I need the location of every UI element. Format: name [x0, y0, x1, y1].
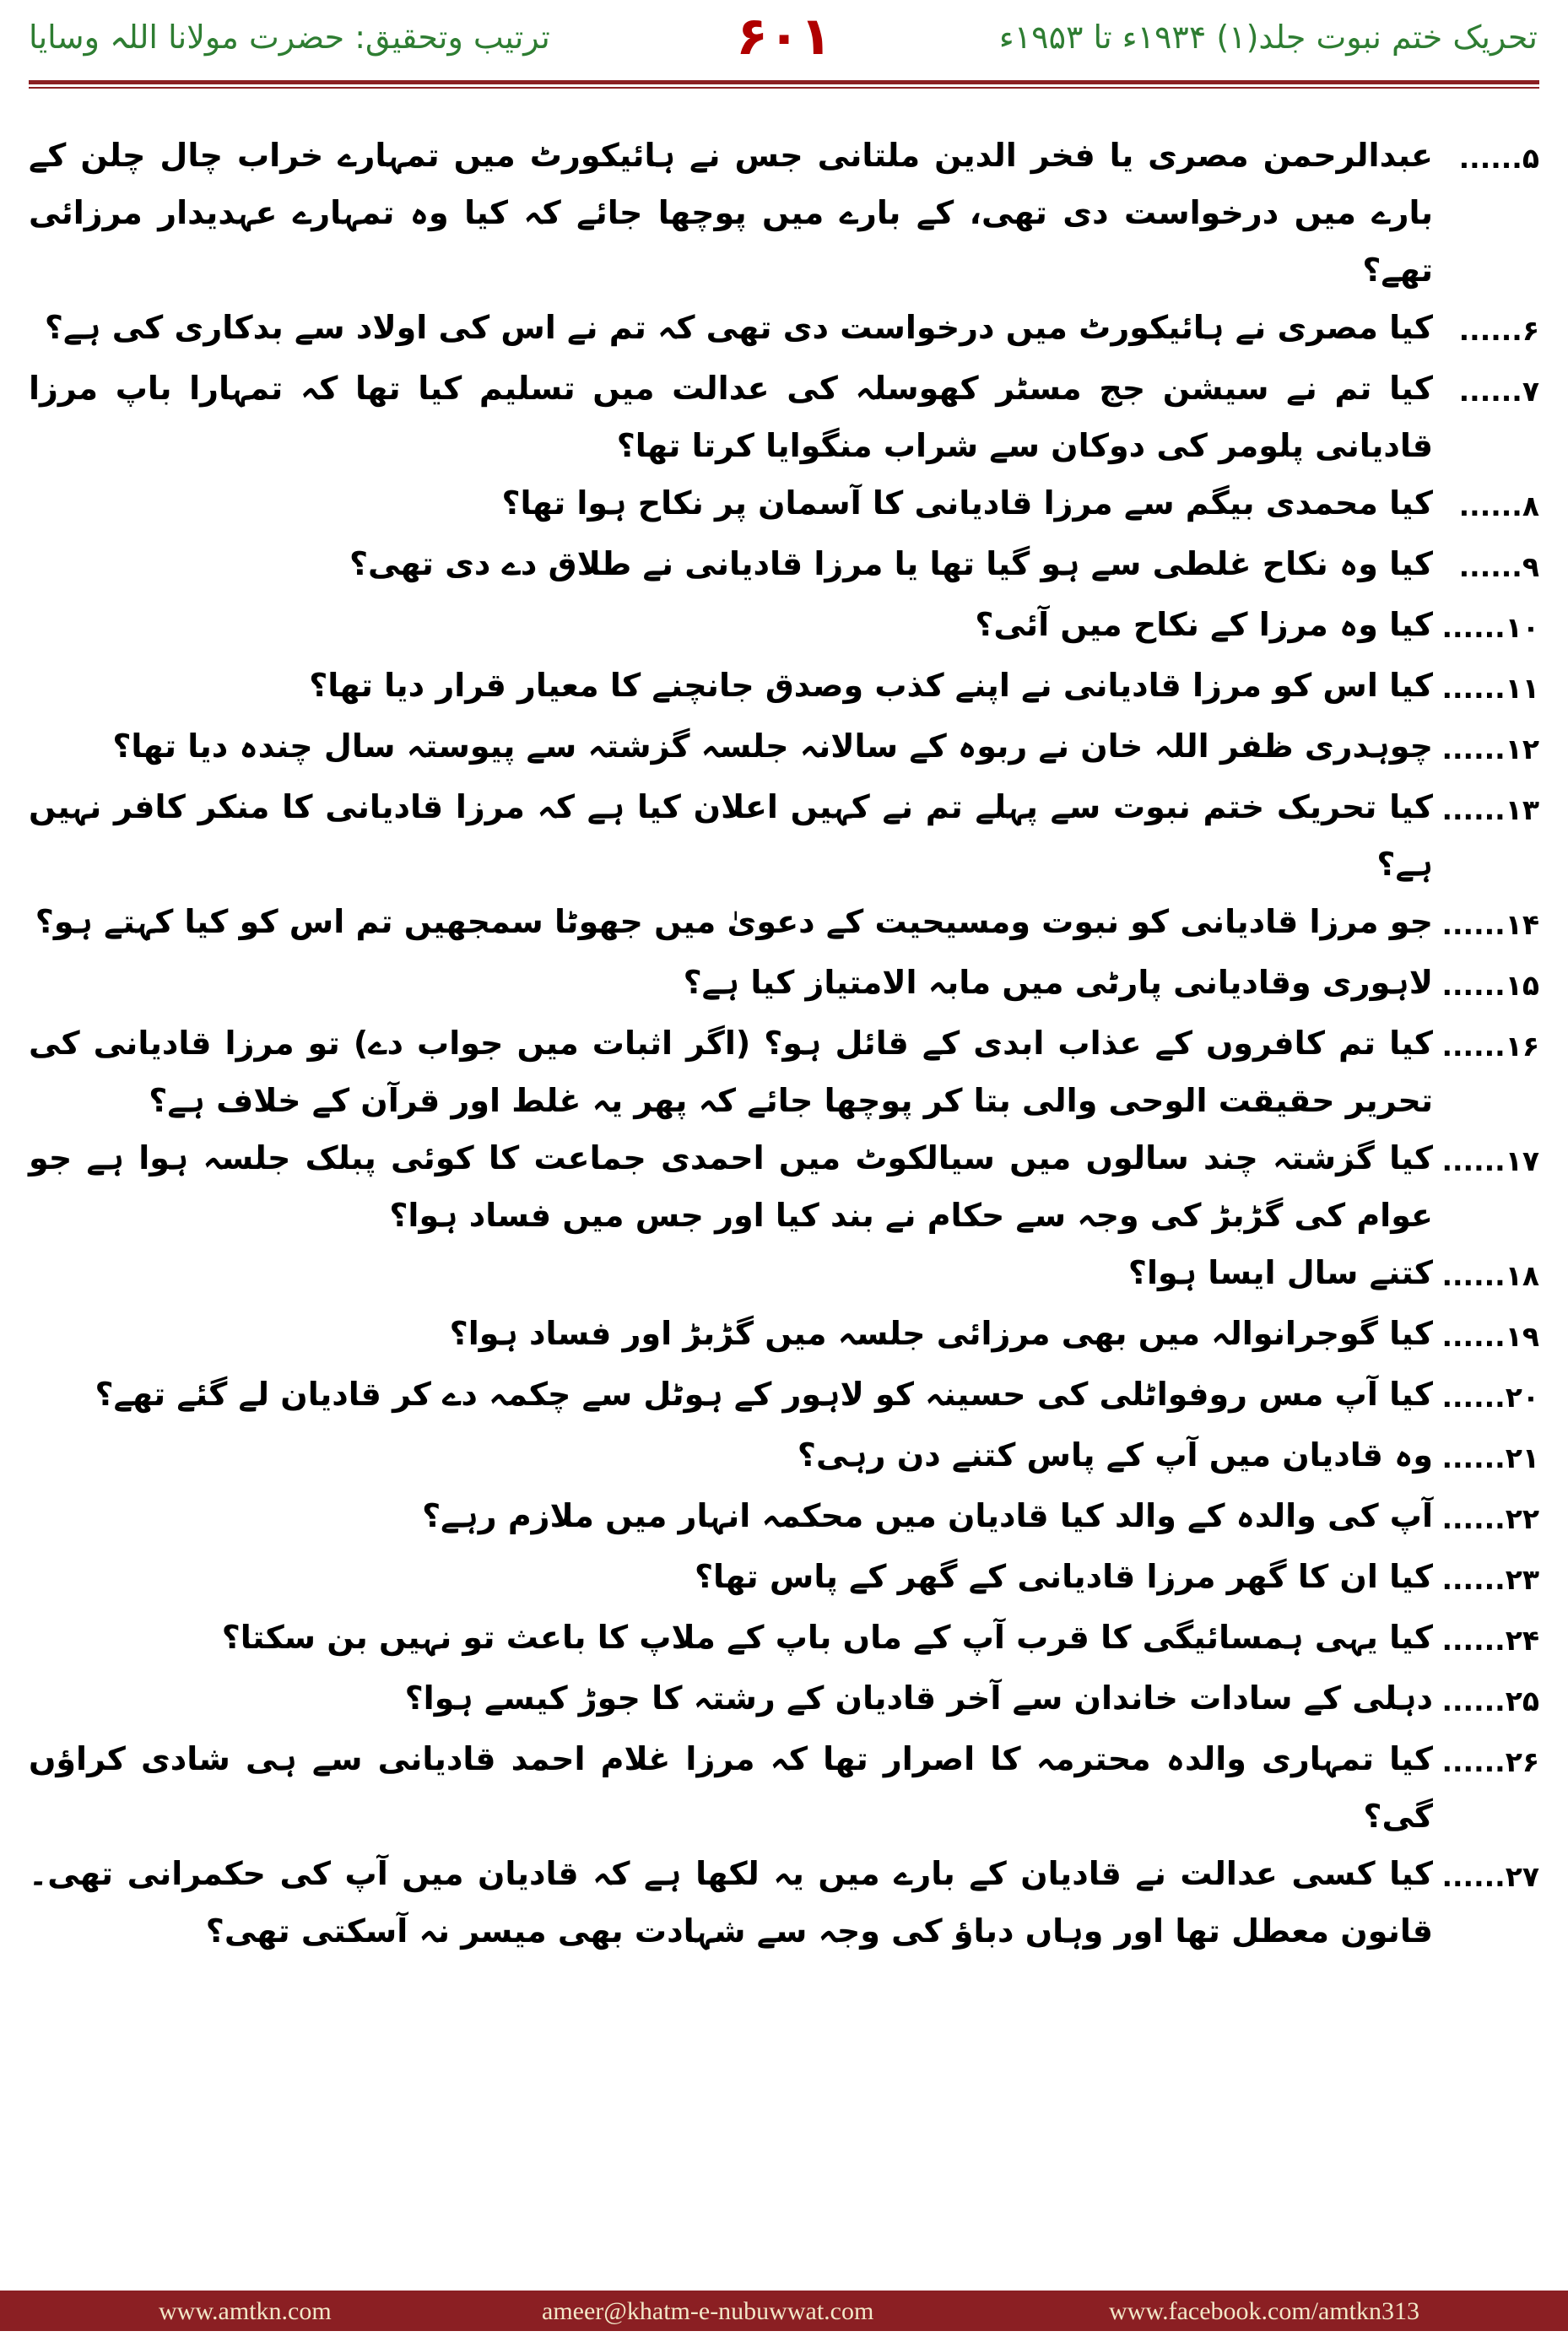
item-number: ۱۰...... [1441, 611, 1539, 644]
item-text: کیا گزشتہ چند سالوں میں سیالکوٹ میں احمدی جماعت کا کوئی پبلک جلسہ ہوا ہے جو عوام کی گڑبڑ کی وجہ سے حکام نے بند کیا اور جس میں فساد ہوا؟ [29, 1139, 1433, 1234]
item-text: کیا تحریک ختم نبوت سے پہلے تم نے کہیں اعلان کیا ہے کہ مرزا قادیانی کا منکر کافر نہیں ہے؟ [29, 788, 1433, 883]
item-text: کیا وہ مرزا کے نکاح میں آئی؟ [975, 606, 1433, 643]
item-number: ۵...... [1458, 142, 1539, 175]
item-number: ۱۸...... [1441, 1259, 1539, 1292]
item-number: ۲۷...... [1441, 1860, 1539, 1893]
item-text: عبدالرحمن مصری یا فخر الدین ملتانی جس نے ہائیکورٹ میں تمہارے خراب چال چلن کے بارے میں درخواست دی تھی، کے بارے میں پوچھا جائے کہ کیا وہ تمہارے عہدیدار مرزائی تھے؟ [29, 137, 1433, 289]
item-text: کیا تم نے سیشن جج مسٹر کھوسلہ کی عدالت میں تسلیم کیا تھا کہ تمہارا باپ مرزا قادیانی پلومر کی دوکان سے شراب منگوایا کرتا تھا؟ [29, 370, 1433, 464]
list-item [29, 778, 1539, 893]
question-list [29, 127, 1539, 1960]
page-header [0, 0, 1568, 84]
item-text: دہلی کے سادات خاندان سے آخر قادیان کے رشتہ کا جوڑ کیسے ہوا؟ [404, 1679, 1433, 1717]
item-number: ۱۶...... [1441, 1030, 1539, 1063]
item-number: ۱۱...... [1441, 672, 1539, 705]
item-number: ۸...... [1458, 489, 1539, 522]
item-text: کیا گوجرانوالہ میں بھی مرزائی جلسہ میں گڑبڑ اور فساد ہوا؟ [449, 1315, 1433, 1352]
list-item [29, 299, 1539, 360]
item-number: ۹...... [1458, 550, 1539, 583]
list-item [29, 596, 1539, 657]
item-number: ۲۴...... [1441, 1624, 1539, 1657]
item-text: کیا تم کافروں کے عذاب ابدی کے قائل ہو؟ (اگر اثبات میں جواب دے) تو مرزا قادیانی کی تحریر حقیقت الوحی والی بتا کر پوچھا جائے کہ پھر یہ غلط اور قرآن کے خلاف ہے؟ [29, 1025, 1433, 1119]
item-number: ۷...... [1458, 375, 1539, 408]
item-text: آپ کی والدہ کے والد کیا قادیان میں محکمہ انہار میں ملازم رہے؟ [422, 1497, 1433, 1534]
item-text: لاہوری وقادیانی پارٹی میں مابہ الامتیاز کیا ہے؟ [683, 964, 1433, 1001]
item-number: ۲۰...... [1441, 1381, 1539, 1414]
list-item [29, 1609, 1539, 1669]
page-footer [0, 2291, 1568, 2331]
item-text: کتنے سال ایسا ہوا؟ [1127, 1254, 1433, 1291]
list-item [29, 954, 1539, 1014]
item-text: چوہدری ظفر اللہ خان نے ربوہ کے سالانہ جلسہ گزشتہ سے پیوستہ سال چندہ دیا تھا؟ [112, 727, 1433, 765]
list-item [29, 1548, 1539, 1609]
item-number: ۱۷...... [1441, 1144, 1539, 1177]
item-text: کیا محمدی بیگم سے مرزا قادیانی کا آسمان پر نکاح ہوا تھا؟ [501, 484, 1433, 522]
list-item [29, 360, 1539, 474]
list-item [29, 1730, 1539, 1845]
item-text: کیا آپ مس روفواٹلی کی حسینہ کو لاہور کے ہوٹل سے چکمہ دے کر قادیان لے گئے تھے؟ [95, 1376, 1433, 1413]
book-title: تحریک ختم نبوت جلد(۱) ۱۹۳۴ء تا ۱۹۵۳ء [998, 19, 1538, 56]
list-item [29, 1366, 1539, 1426]
item-text: کیا کسی عدالت نے قادیان کے بارے میں یہ لکھا ہے کہ قادیان میں آپ کی حکمرانی تھی۔ قانون معطل تھا اور وہاں دباؤ کی وجہ سے شہادت بھی میسر نہ آسکتی تھی؟ [29, 1855, 1433, 1950]
item-number: ۶...... [1458, 314, 1539, 347]
item-number: ۱۹...... [1441, 1320, 1539, 1353]
list-item [29, 127, 1539, 299]
list-item [29, 1487, 1539, 1548]
list-item [29, 535, 1539, 596]
list-item [29, 717, 1539, 778]
item-text: جو مرزا قادیانی کو نبوت ومسیحیت کے دعویٰ میں جھوٹا سمجھیں تم اس کو کیا کہتے ہو؟ [35, 903, 1433, 940]
list-item [29, 1014, 1539, 1129]
item-text: کیا مصری نے ہائیکورٹ میں درخواست دی تھی کہ تم نے اس کی اولاد سے بدکاری کی ہے؟ [44, 309, 1433, 346]
item-number: ۲۵...... [1441, 1685, 1539, 1717]
item-number: ۲۶...... [1441, 1745, 1539, 1778]
item-text: وہ قادیان میں آپ کے پاس کتنے دن رہی؟ [797, 1436, 1433, 1474]
page-number: ۶۰۱ [736, 5, 832, 67]
item-number: ۱۳...... [1441, 793, 1539, 826]
item-number: ۲۳...... [1441, 1563, 1539, 1596]
item-number: ۲۲...... [1441, 1502, 1539, 1535]
footer-website-link[interactable]: www.amtkn.com [159, 2297, 332, 2325]
item-text: کیا ان کا گھر مرزا قادیانی کے گھر کے پاس تھا؟ [695, 1558, 1433, 1595]
header-rule [29, 80, 1539, 84]
compiler-credit: ترتیب وتحقیق: حضرت مولانا اللہ وسایا [29, 19, 550, 56]
footer-email-link[interactable]: ameer@khatm-e-nubuwwat.com [542, 2297, 874, 2325]
list-item [29, 657, 1539, 717]
item-number: ۱۵...... [1441, 969, 1539, 1002]
list-item [29, 893, 1539, 954]
item-text: کیا یہی ہمسائیگی کا قرب آپ کے ماں باپ کے ملاپ کا باعث تو نہیں بن سکتا؟ [221, 1619, 1433, 1656]
item-number: ۱۲...... [1441, 733, 1539, 765]
list-item [29, 1129, 1539, 1244]
header-rule-thin [29, 87, 1539, 89]
list-item [29, 1845, 1539, 1960]
item-number: ۱۴...... [1441, 908, 1539, 941]
footer-facebook-link[interactable]: www.facebook.com/amtkn313 [1109, 2297, 1419, 2325]
list-item [29, 1244, 1539, 1305]
item-text: کیا تمہاری والدہ محترمہ کا اصرار تھا کہ مرزا غلام احمد قادیانی سے ہی شادی کراؤں گی؟ [29, 1740, 1433, 1835]
item-number: ۲۱...... [1441, 1441, 1539, 1474]
item-text: کیا وہ نکاح غلطی سے ہو گیا تھا یا مرزا قادیانی نے طلاق دے دی تھی؟ [349, 545, 1433, 582]
list-item [29, 1426, 1539, 1487]
item-text: کیا اس کو مرزا قادیانی نے اپنے کذب وصدق جانچنے کا معیار قرار دیا تھا؟ [309, 667, 1433, 704]
list-item [29, 474, 1539, 535]
list-item [29, 1305, 1539, 1366]
list-item [29, 1669, 1539, 1730]
